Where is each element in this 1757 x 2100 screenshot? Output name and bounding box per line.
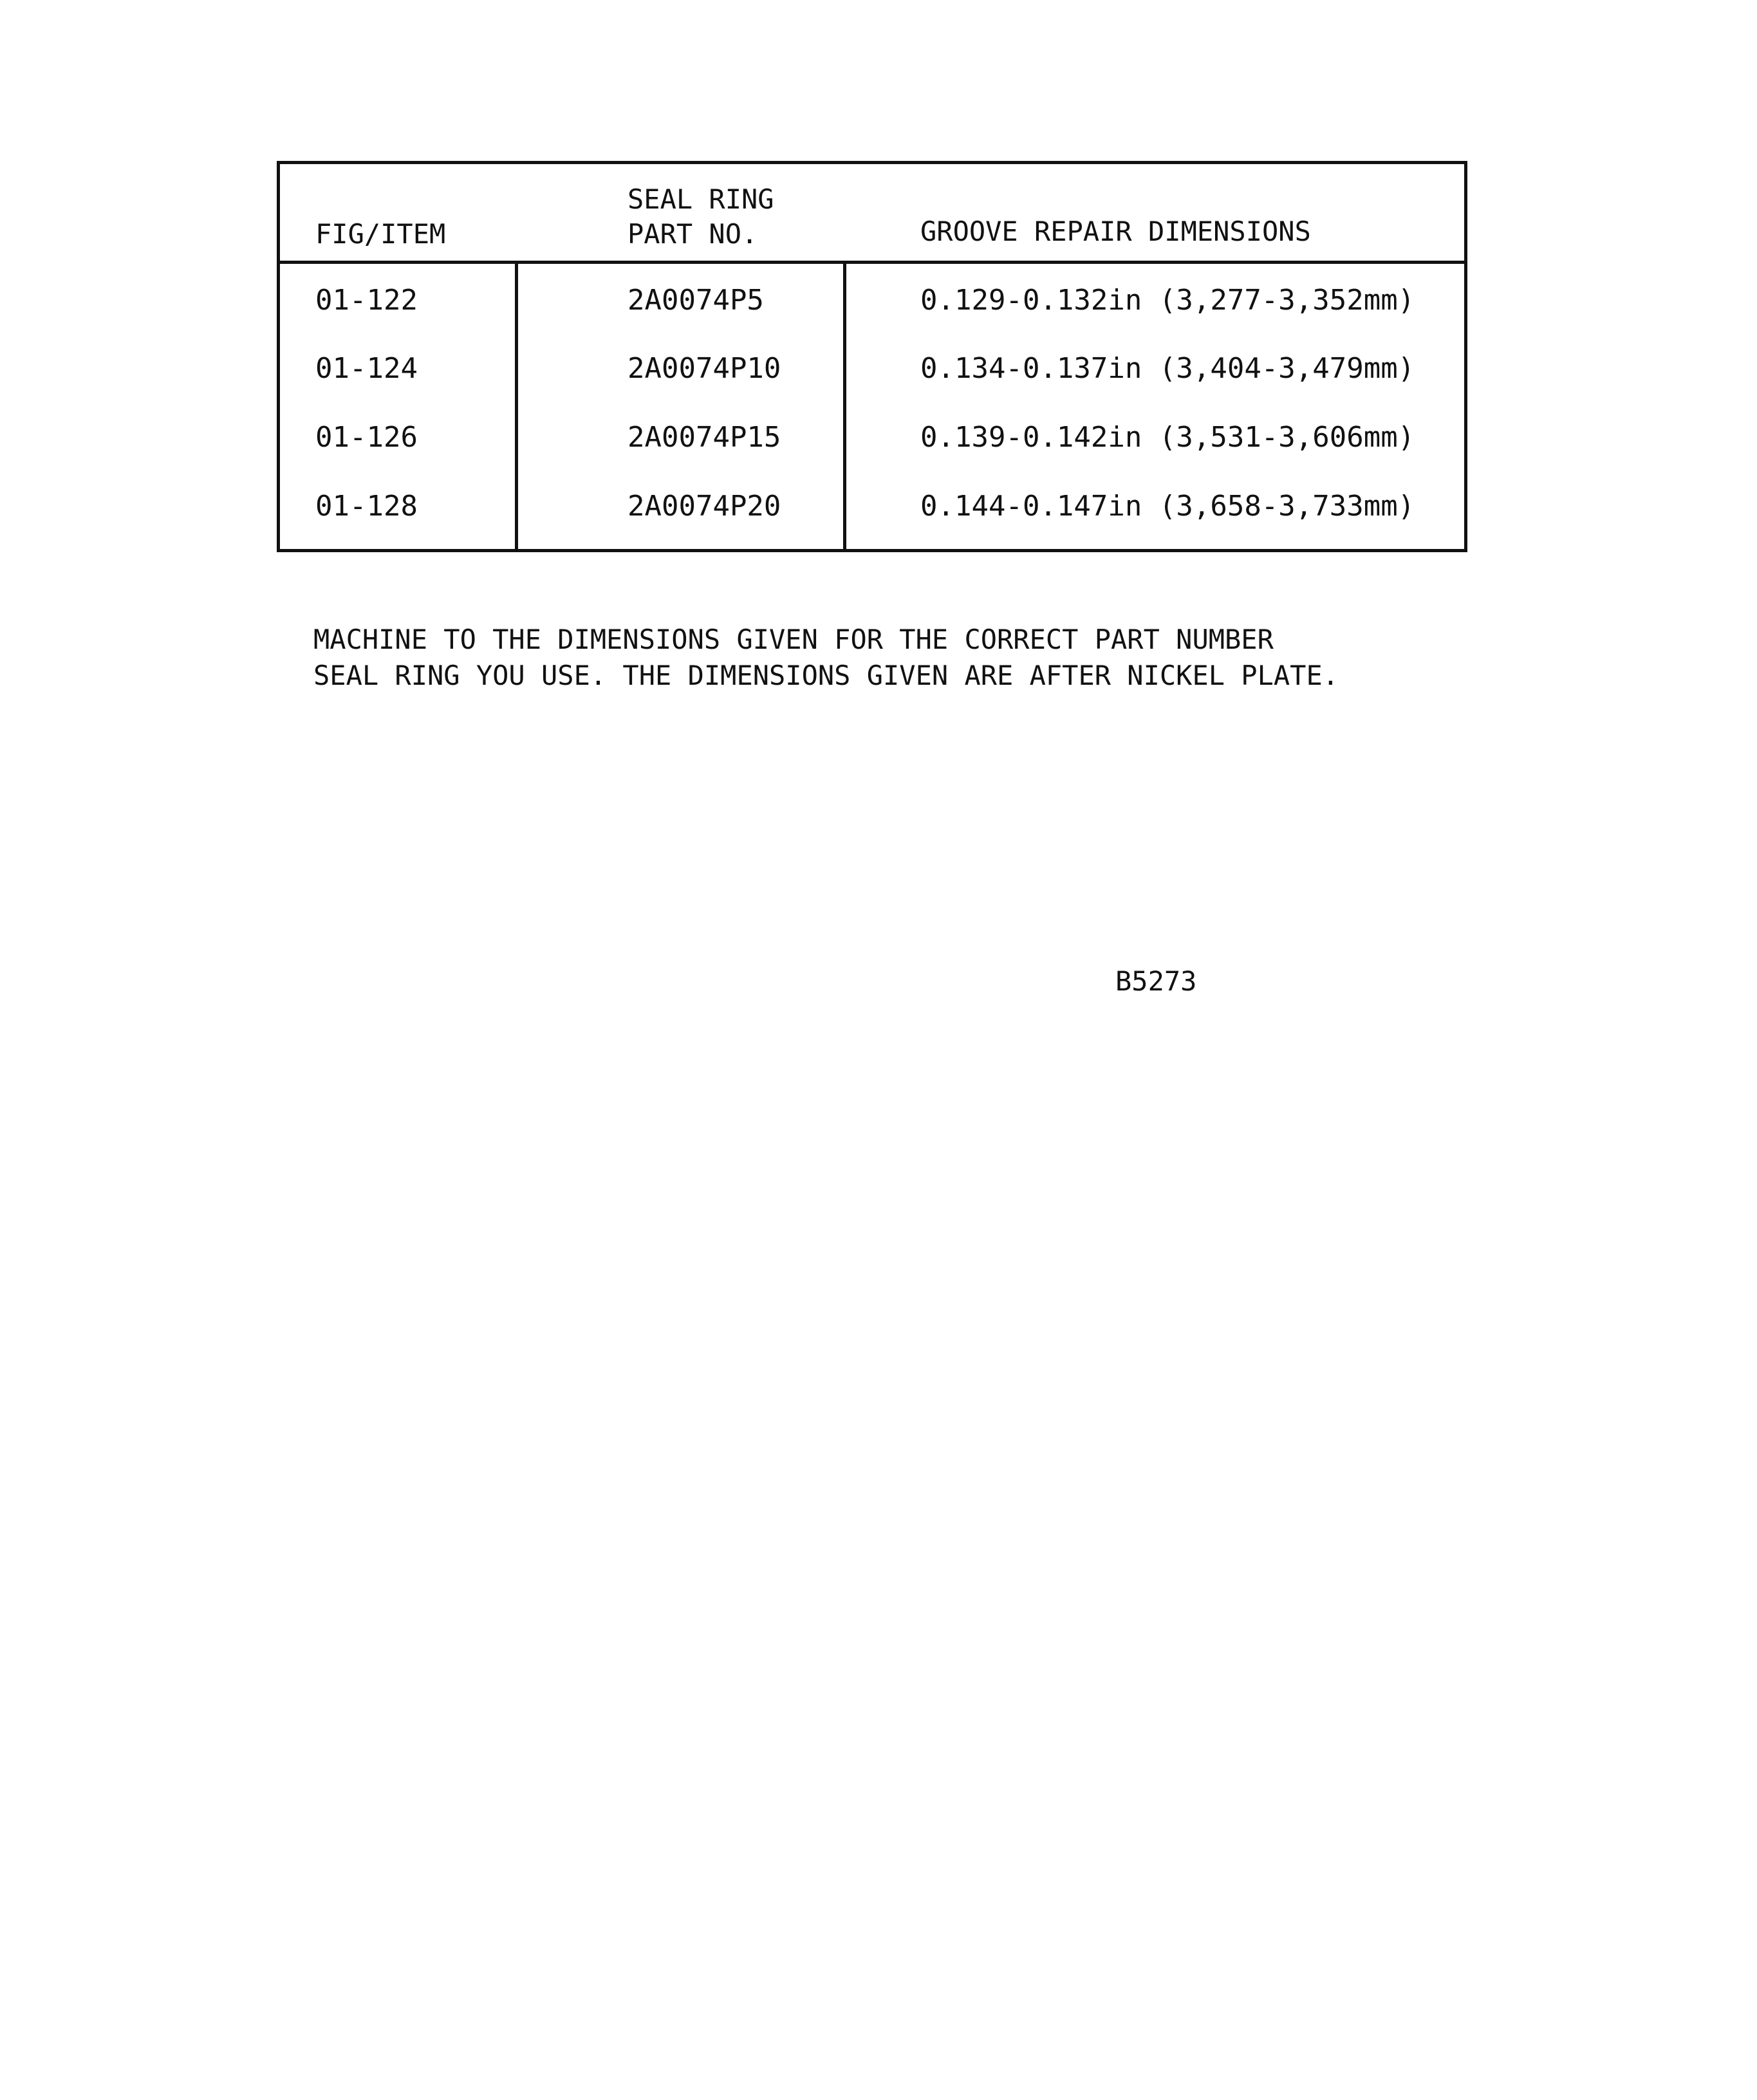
row-dimensions: 0.144-0.147in (3,658-3,733mm)	[920, 490, 1415, 523]
figure-id: B5273	[1115, 965, 1197, 997]
row-part-no: 2A0074P15	[628, 421, 781, 454]
row-dimensions: 0.139-0.142in (3,531-3,606mm)	[920, 421, 1415, 454]
row-part-no: 2A0074P5	[628, 284, 764, 317]
note-line-1: MACHINE TO THE DIMENSIONS GIVEN FOR THE CORRECT PART NUMBER	[313, 624, 1274, 655]
row-fig-item: 01-126	[315, 421, 418, 454]
header-fig-item: FIG/ITEM	[315, 218, 446, 250]
table-row	[280, 281, 1464, 349]
table-row	[280, 418, 1464, 486]
note-line-2: SEAL RING YOU USE. THE DIMENSIONS GIVEN ARE AFTER NICKEL PLATE.	[313, 660, 1339, 691]
groove-repair-table	[277, 161, 1467, 552]
row-dimensions: 0.129-0.132in (3,277-3,352mm)	[920, 284, 1415, 317]
row-fig-item: 01-128	[315, 490, 418, 523]
row-dimensions: 0.134-0.137in (3,404-3,479mm)	[920, 352, 1415, 385]
table-header-row	[280, 164, 1464, 264]
header-dimensions: GROOVE REPAIR DIMENSIONS	[920, 216, 1311, 247]
row-part-no: 2A0074P20	[628, 490, 781, 523]
header-part-no-line1: SEAL RING	[628, 183, 774, 215]
row-fig-item: 01-124	[315, 352, 418, 385]
machining-note	[313, 622, 1339, 694]
row-fig-item: 01-122	[315, 284, 418, 317]
header-part-no-line2: PART NO.	[628, 218, 758, 250]
row-part-no: 2A0074P10	[628, 352, 781, 385]
header-part-no	[628, 182, 774, 252]
table-row	[280, 487, 1464, 555]
table-row	[280, 349, 1464, 417]
